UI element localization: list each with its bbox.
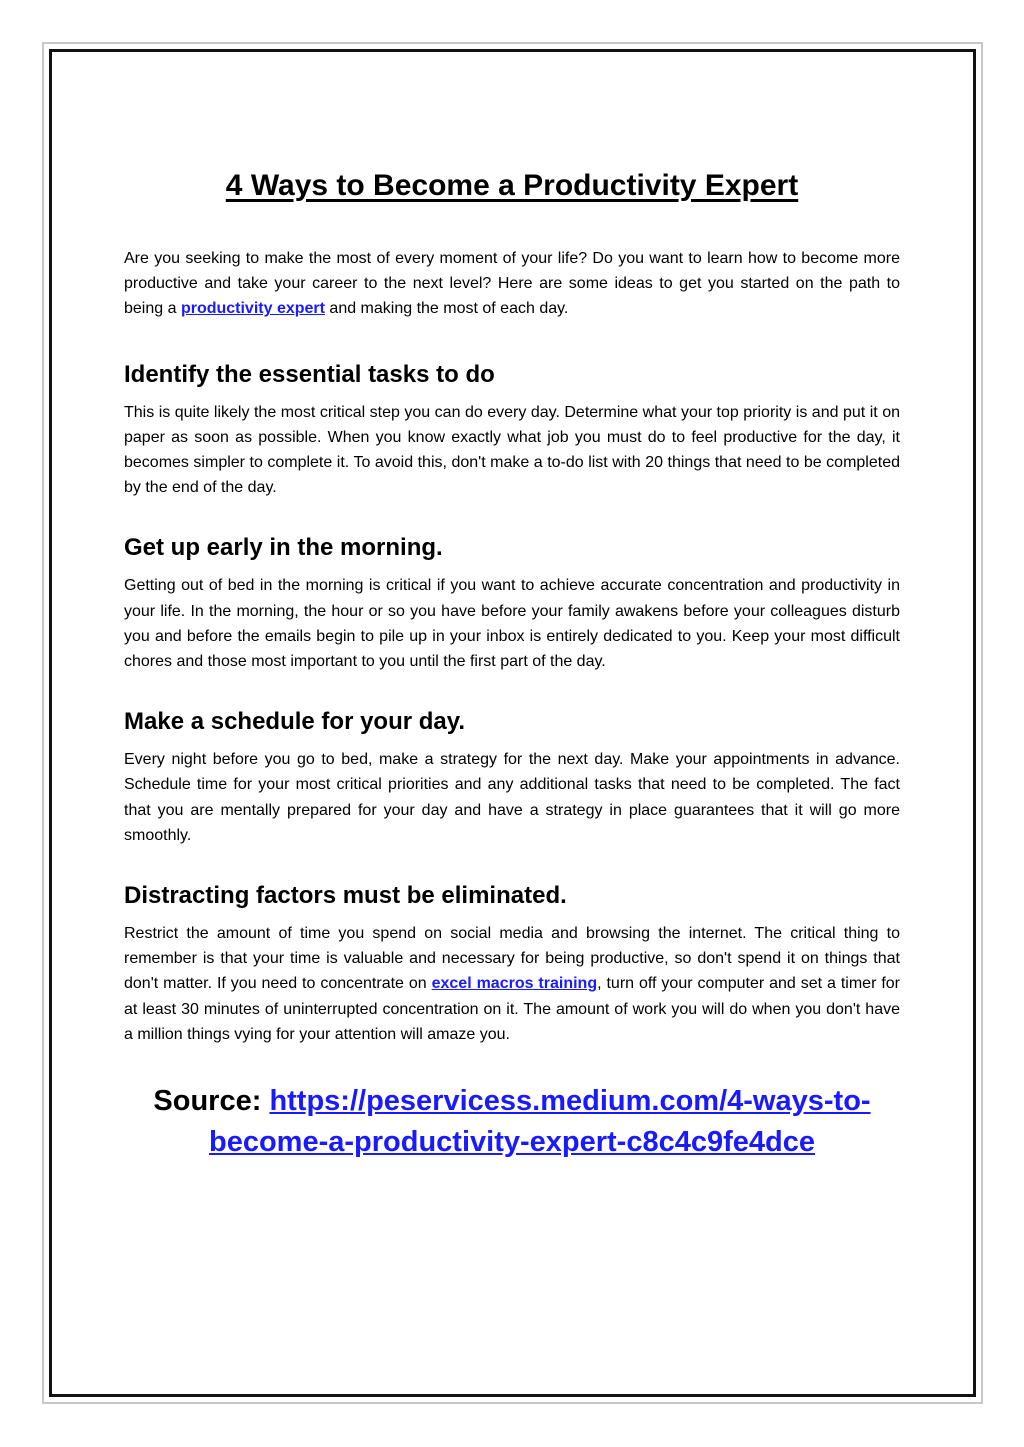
section-body: Getting out of bed in the morning is critical if you want to achieve accurate concentration and productivity in your life. In the morning, the hour or so you have before your family awakens before your colleagues disturb you and before the emails begin to pile up in your inbox is entirely dedicated to you. Keep your most difficult chores and those most important to you until the first part of the day. [124, 577, 900, 671]
intro-text-before: Are you seeking to make the most of every moment of your life? Do you want to learn how to become more productive and take your career to the next level? Here are some ideas to get you started on the path to being a [124, 250, 900, 318]
intro-paragraph [124, 246, 900, 322]
document-content [124, 166, 900, 1163]
section-body [124, 921, 900, 1047]
section-essential-tasks [124, 357, 900, 501]
document-title: 4 Ways to Become a Productivity Expert [225, 169, 799, 202]
section-heading: Distracting factors must be eliminated. [124, 882, 567, 910]
productivity-expert-link[interactable]: productivity expert [180, 300, 325, 318]
section-get-up-early [124, 530, 900, 674]
section-heading: Identify the essential tasks to do [124, 360, 495, 388]
section-heading: Make a schedule for your day. [124, 708, 466, 736]
section-body: Every night before you go to bed, make a strategy for the next day. Make your appointments in advance. Schedule time for your most critical priorities and any additional tasks that need to be completed. The fact that you are mentally prepared for your day and have a strategy in place guarantees that it will go more smoothly. [124, 751, 900, 844]
section-heading: Get up early in the morning. [124, 534, 443, 562]
section-body: This is quite likely the most critical step you can do every day. Determine what your top priority is and put it on paper as soon as possible. When you know exactly what job you must do to feel productive for the day, it becomes simpler to complete it. To avoid this, don't make a to-do list with 20 things that need to be completed by the end of the day. [124, 403, 900, 497]
section-body-before: Restrict the amount of time you spend on social media and browsing the internet. The critical thing to remember is that your time is valuable and necessary for being productive, so don't spend it on things that don't matter. If you need to concentrate on [124, 925, 900, 993]
section-distractions [124, 878, 900, 1047]
source-label: Source: [153, 1085, 270, 1118]
source-line [124, 1081, 900, 1163]
section-schedule [124, 704, 900, 848]
excel-macros-training-link[interactable]: excel macros training [431, 975, 598, 993]
section-body-after: , turn off your computer and set a timer for at least 30 minutes of uninterrupted concentration on it. The amount of work you will do when you don't have a million things vying for your attention will amaze you. [124, 975, 901, 1043]
source-url-link[interactable]: https://peservicess.medium.com/4-ways-to-become-a-productivity-expert-c8c4c9fe4dce [208, 1085, 871, 1159]
intro-text-after: and making the most of each day. [324, 300, 569, 318]
